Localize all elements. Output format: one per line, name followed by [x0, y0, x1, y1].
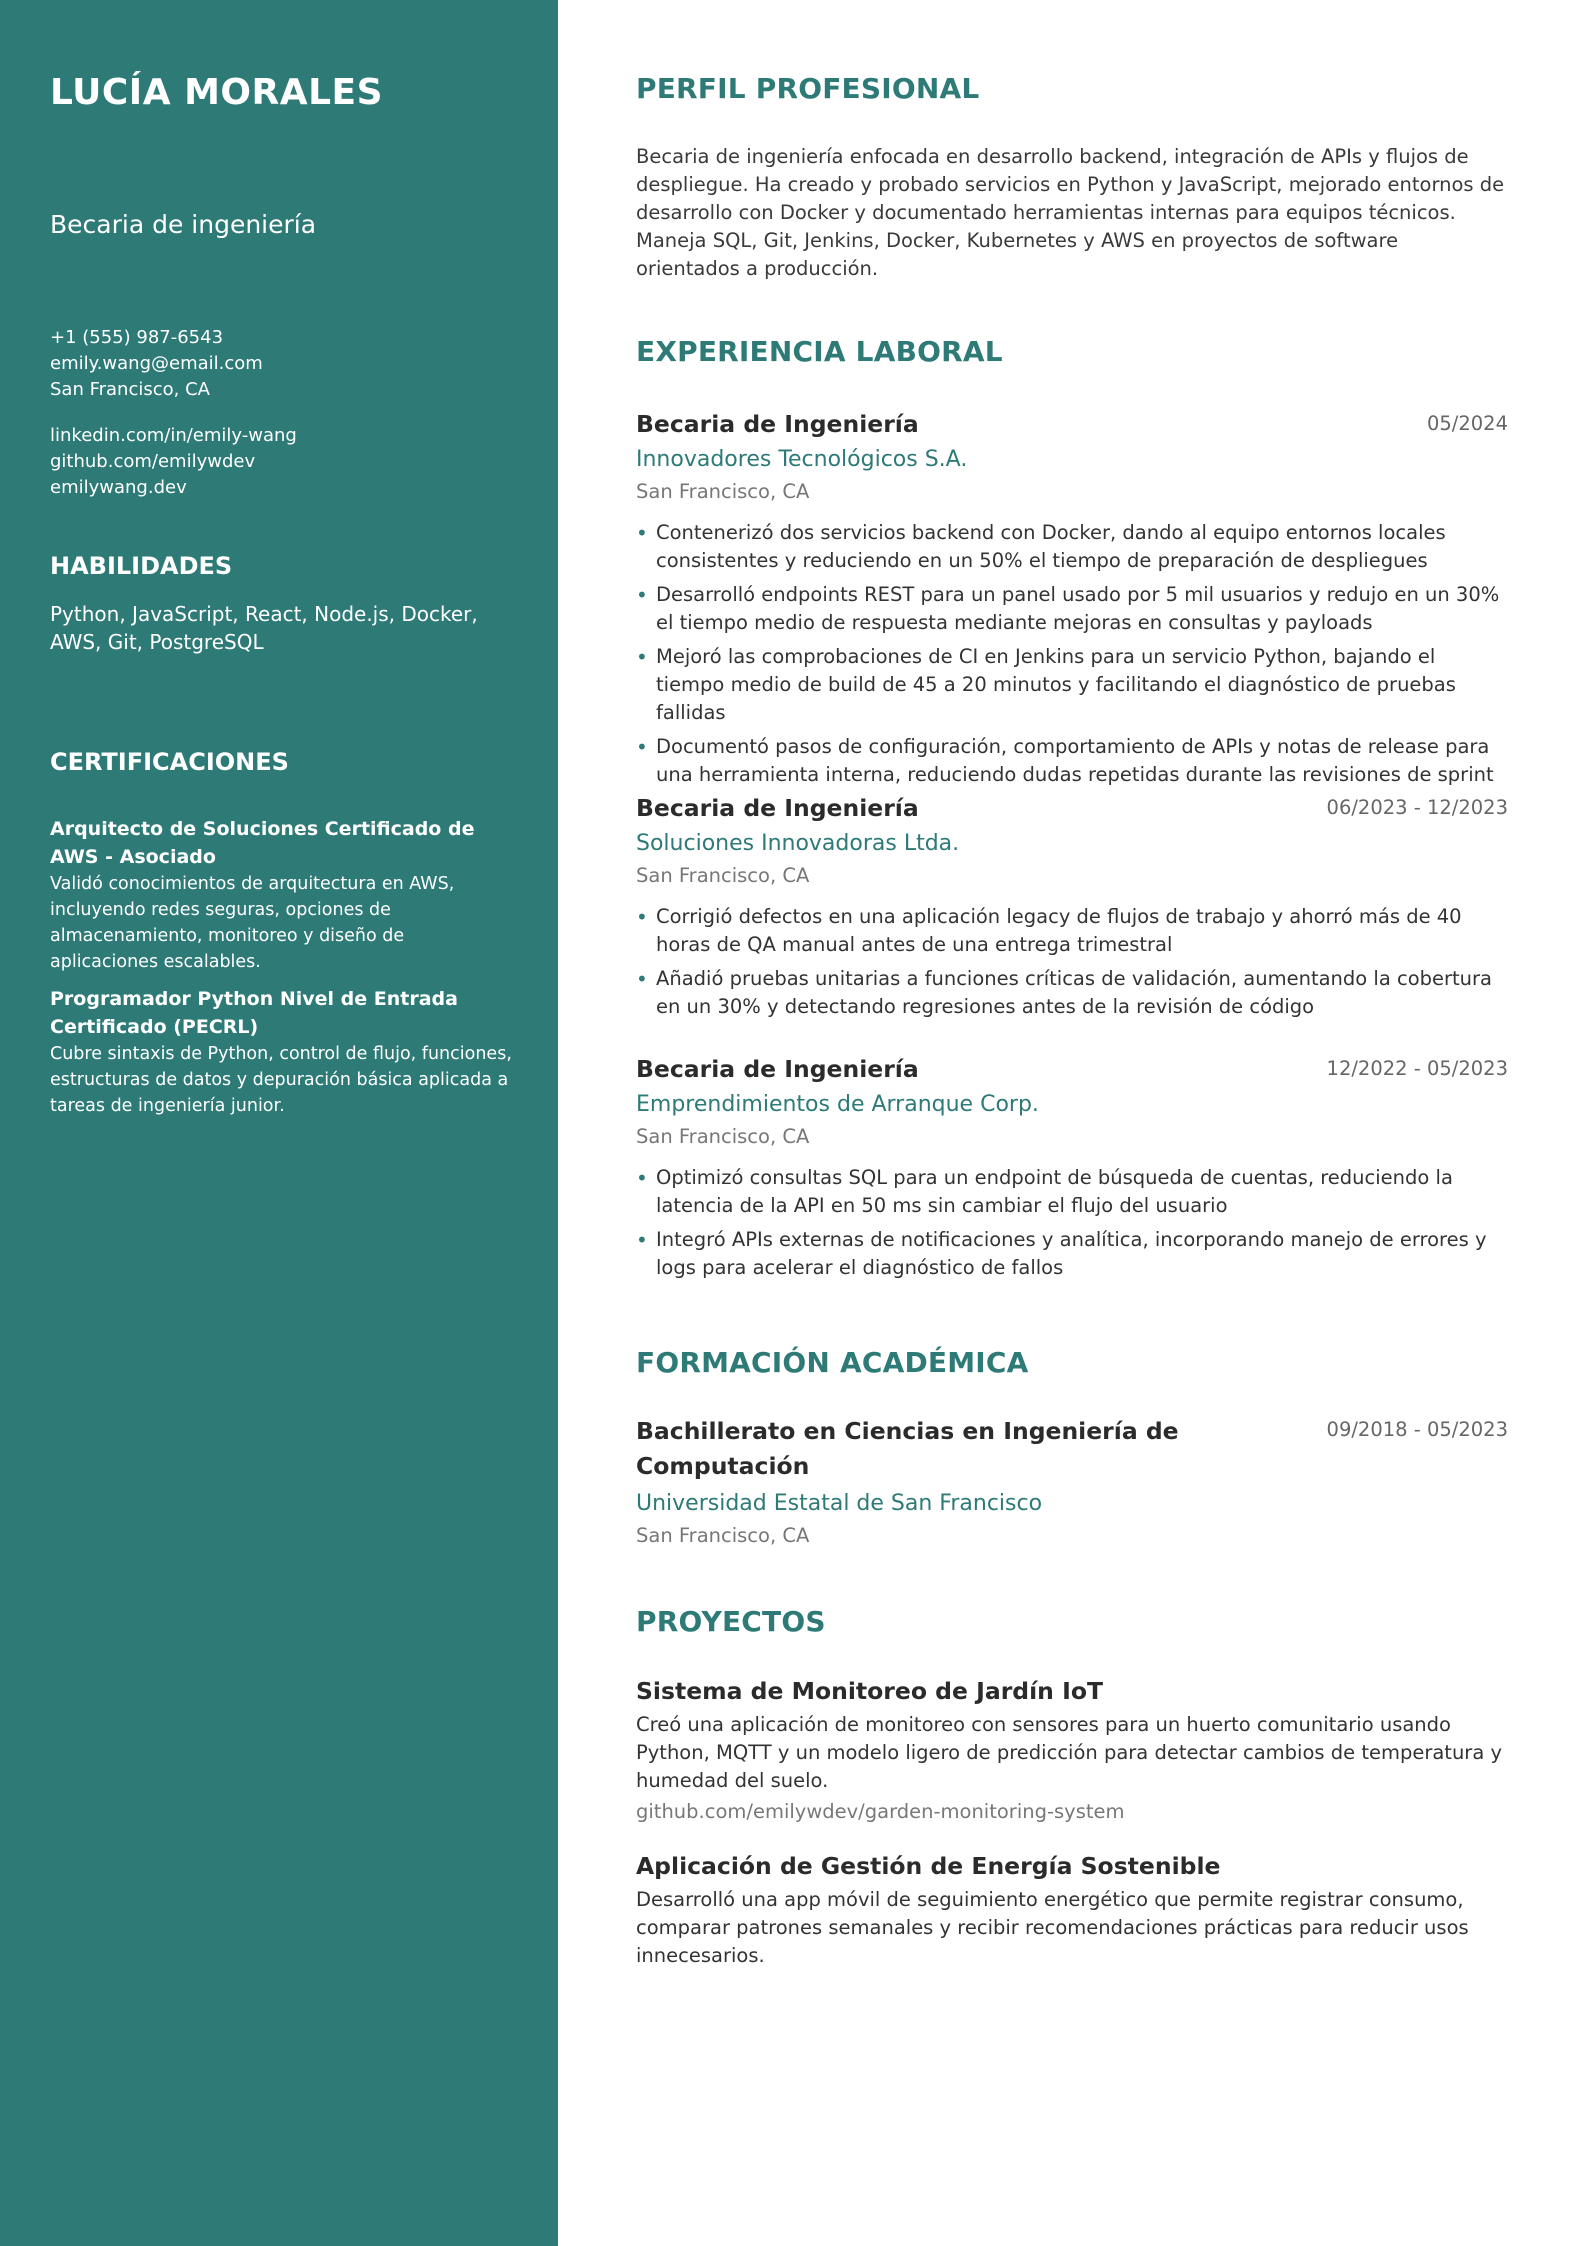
- job-bullet: • Mejoró las comprobaciones de CI en Jenkins para un servicio Python, bajando el tiempo medio de build de 45 a 20 minutos y facilitando el diagnóstico de pruebas fallidas: [636, 643, 1508, 727]
- education-heading: FORMACIÓN ACADÉMICA: [636, 1346, 1029, 1379]
- job-bullet: • Integró APIs externas de notificaciones y analítica, incorporando manejo de errores y logs para acelerar el diagnóstico de fallos: [636, 1226, 1508, 1282]
- location: San Francisco, CA: [50, 379, 210, 400]
- certification-title: Arquitecto de Soluciones Certificado de AWS - Asociado: [50, 818, 475, 868]
- job-location: San Francisco, CA: [636, 1125, 810, 1148]
- job-bullets: [636, 903, 1508, 1021]
- project-description: Desarrolló una app móvil de seguimiento energético que permite registrar consumo, comparar patrones semanales y recibir recomendaciones prácticas para reducir usos innecesarios.: [636, 1888, 1469, 1967]
- project-title: Sistema de Monitoreo de Jardín IoT: [636, 1677, 1103, 1705]
- education-entry: [636, 1414, 1508, 1551]
- candidate-name: LUCÍA MORALES: [50, 72, 384, 113]
- github-link[interactable]: github.com/emilywdev: [50, 451, 256, 472]
- profile-heading: PERFIL PROFESIONAL: [636, 72, 980, 105]
- job-company: Innovadores Tecnológicos S.A.: [636, 447, 968, 472]
- job-bullets: [636, 519, 1508, 789]
- job-company: Emprendimientos de Arranque Corp.: [636, 1092, 1039, 1117]
- projects-heading: PROYECTOS: [636, 1605, 826, 1638]
- website-link[interactable]: emilywang.dev: [50, 477, 187, 498]
- job-entry: [636, 792, 1508, 1027]
- job-location: San Francisco, CA: [636, 864, 810, 887]
- job-title: Becaria de Ingeniería: [636, 410, 919, 438]
- job-bullets: [636, 1164, 1508, 1282]
- linkedin-link[interactable]: linkedin.com/in/emily-wang: [50, 425, 297, 446]
- job-bullet: • Documentó pasos de configuración, comportamiento de APIs y notas de release para una herramienta interna, reduciendo dudas repetidas durante las revisiones de sprint: [636, 733, 1508, 789]
- job-date: 05/2024: [1426, 412, 1508, 435]
- job-bullet: • Contenerizó dos servicios backend con Docker, dando al equipo entornos locales consistentes y reduciendo en un 50% el tiempo de preparación de despliegues: [636, 519, 1508, 575]
- school-location: San Francisco, CA: [636, 1524, 810, 1547]
- experience-heading: EXPERIENCIA LABORAL: [636, 335, 1003, 368]
- job-bullet: • Optimizó consultas SQL para un endpoint de búsqueda de cuentas, reduciendo la latencia de la API en 50 ms sin cambiar el flujo del usuario: [636, 1164, 1508, 1220]
- job-bullet: • Añadió pruebas unitarias a funciones críticas de validación, aumentando la cobertura en un 30% y detectando regresiones antes de la revisión de código: [636, 965, 1508, 1021]
- sidebar: [0, 0, 558, 2246]
- project-title: Aplicación de Gestión de Energía Sostenible: [636, 1852, 1221, 1880]
- phone: +1 (555) 987-6543: [50, 327, 224, 348]
- skills-list: Python, JavaScript, React, Node.js, Docker, AWS, Git, PostgreSQL: [50, 602, 478, 654]
- job-company: Soluciones Innovadoras Ltda.: [636, 831, 960, 856]
- certifications-heading: CERTIFICACIONES: [50, 748, 289, 776]
- job-bullet: • Desarrolló endpoints REST para un panel usado por 5 mil usuarios y redujo en un 30% el tiempo medio de respuesta mediante mejoras en consultas y payloads: [636, 581, 1508, 637]
- certification-description: Validó conocimientos de arquitectura en AWS, incluyendo redes seguras, opciones de almacenamiento, monitoreo y diseño de aplicaciones escalables.: [50, 874, 455, 972]
- school-name: Universidad Estatal de San Francisco: [636, 1491, 1043, 1516]
- candidate-role: Becaria de ingeniería: [50, 210, 317, 239]
- certification-description: Cubre sintaxis de Python, control de flujo, funciones, estructuras de datos y depuración básica aplicada a tareas de ingeniería junior.: [50, 1044, 512, 1116]
- education-date: 09/2018 - 05/2023: [1326, 1418, 1508, 1441]
- job-date: 06/2023 - 12/2023: [1326, 796, 1508, 819]
- degree-title: Bachillerato en Ciencias en Ingeniería de Computación: [636, 1417, 1179, 1480]
- certifications-list: [50, 815, 515, 1129]
- job-date: 12/2022 - 05/2023: [1326, 1057, 1508, 1080]
- contact-block: [50, 325, 297, 501]
- profile-text: Becaria de ingeniería enfocada en desarrollo backend, integración de APIs y flujos de despliegue. Ha creado y probado servicios en Python y JavaScript, mejorado entornos de desarrollo con Docker y documentado herramientas internas para equipos técnicos. Maneja SQL, Git, Jenkins, Docker, Kubernetes y AWS en proyectos de software orientados a producción.: [636, 145, 1505, 280]
- job-title: Becaria de Ingeniería: [636, 1055, 919, 1083]
- email-link[interactable]: emily.wang@email.com: [50, 353, 263, 374]
- certification-title: Programador Python Nivel de Entrada Certificado (PECRL): [50, 988, 458, 1038]
- certification-item: [50, 985, 515, 1119]
- job-entry: [636, 1053, 1508, 1288]
- project-description: Creó una aplicación de monitoreo con sensores para un huerto comunitario usando Python, MQTT y un modelo ligero de predicción para detectar cambios de temperatura y humedad del suelo.: [636, 1713, 1503, 1792]
- job-location: San Francisco, CA: [636, 480, 810, 503]
- project-entry: [636, 1675, 1508, 1827]
- certification-item: [50, 815, 515, 975]
- job-title: Becaria de Ingeniería: [636, 794, 919, 822]
- project-entry: [636, 1850, 1508, 1970]
- skills-heading: HABILIDADES: [50, 552, 233, 580]
- job-entry: [636, 408, 1508, 795]
- job-bullet: • Corrigió defectos en una aplicación legacy de flujos de trabajo y ahorró más de 40 horas de QA manual antes de una entrega trimestral: [636, 903, 1508, 959]
- project-link[interactable]: github.com/emilywdev/garden-monitoring-system: [636, 1800, 1125, 1823]
